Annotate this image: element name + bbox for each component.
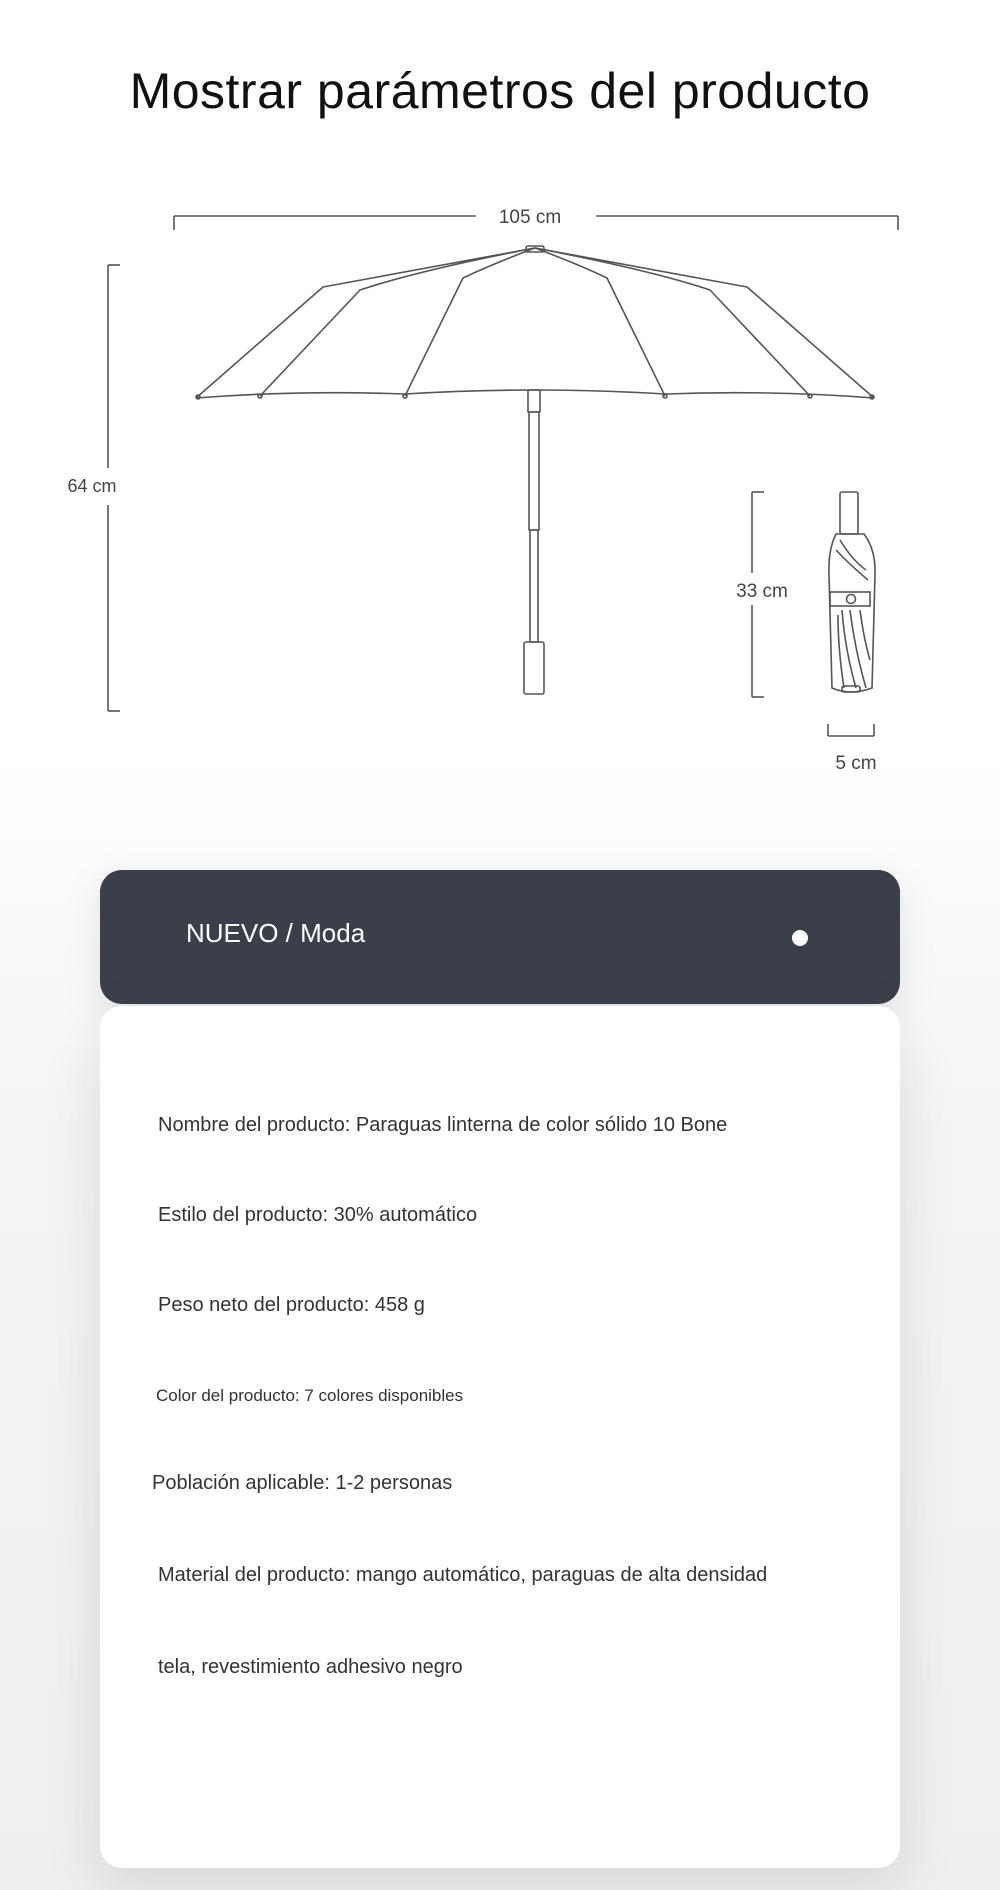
dot-indicator-icon (792, 930, 808, 946)
spec-product-style: Estilo del producto: 30% automático (158, 1204, 478, 1226)
spec-product-color: Color del producto: 7 colores disponibles (156, 1386, 464, 1405)
folded-diameter-dimension (828, 724, 874, 736)
spec-net-weight: Peso neto del producto: 458 g (158, 1294, 425, 1316)
spec-material-continued: tela, revestimiento adhesivo negro (158, 1656, 463, 1678)
folded-umbrella-drawing (829, 492, 875, 692)
spec-material: Material del producto: mango automático, paraguas de alta densidad (158, 1564, 768, 1586)
specs-card (100, 1006, 900, 1868)
umbrella-dimension-diagram (0, 0, 1000, 800)
spec-product-name: Nombre del producto: Paraguas linterna de color sólido 10 Bone (158, 1114, 728, 1136)
height-label: 64 cm (67, 476, 117, 496)
open-umbrella-drawing (196, 246, 874, 694)
spec-applicable-people: Población aplicable: 1-2 personas (152, 1472, 453, 1494)
folded-length-label: 33 cm (736, 581, 788, 602)
category-title: NUEVO / Moda (186, 918, 366, 948)
width-label: 105 cm (498, 207, 562, 228)
folded-diameter-label: 5 cm (835, 753, 877, 774)
category-header (100, 870, 900, 1004)
page-title: Mostrar parámetros del producto (129, 63, 871, 119)
